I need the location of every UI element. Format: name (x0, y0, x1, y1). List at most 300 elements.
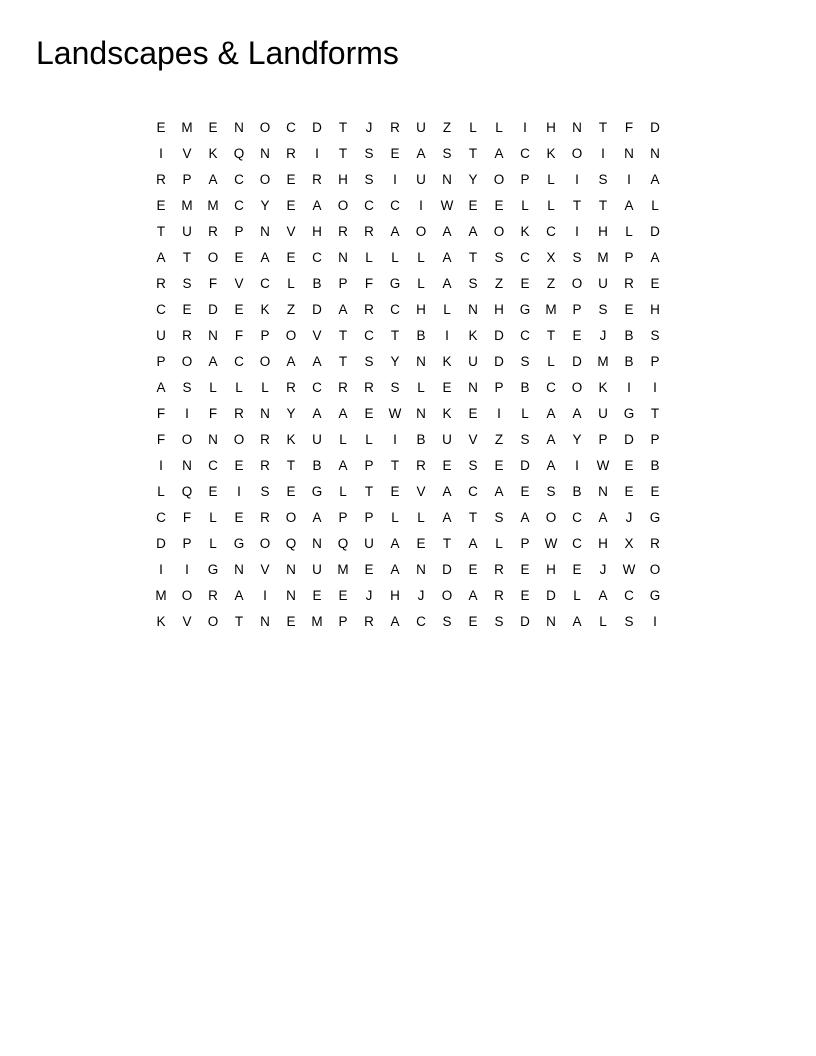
grid-letter: A (468, 588, 478, 603)
grid-letter: E (208, 120, 218, 135)
grid-letter: E (286, 484, 296, 499)
grid-letter: N (260, 224, 270, 239)
grid-letter: E (416, 536, 426, 551)
grid-letter: O (181, 588, 193, 603)
grid-letter: U (156, 328, 166, 343)
grid-letter: E (520, 562, 530, 577)
grid-letter: M (155, 588, 167, 603)
grid-letter: E (156, 120, 166, 135)
grid-letter: T (338, 146, 348, 161)
grid-letter: E (390, 146, 400, 161)
grid-letter: F (234, 328, 244, 343)
grid-letter: E (234, 458, 244, 473)
grid-letter: N (338, 250, 348, 265)
grid-letter: S (520, 432, 530, 447)
grid-letter: H (494, 302, 504, 317)
grid-letter: D (650, 120, 660, 135)
grid-letter: I (575, 172, 579, 187)
grid-letter: O (285, 510, 297, 525)
grid-letter: O (181, 432, 193, 447)
grid-letter: L (339, 432, 347, 447)
grid-letter: A (546, 458, 556, 473)
grid-letter: Y (260, 198, 270, 213)
grid-letter: O (285, 328, 297, 343)
grid-letter: U (416, 120, 426, 135)
grid-letter: I (627, 172, 631, 187)
grid-letter: A (390, 536, 400, 551)
grid-letter: S (442, 614, 452, 629)
grid-letter: C (468, 484, 478, 499)
grid-letter: R (364, 380, 374, 395)
grid-letter: S (520, 354, 530, 369)
grid-letter: G (623, 406, 635, 421)
grid-letter: A (494, 146, 504, 161)
grid-letter: N (260, 614, 270, 629)
grid-letter: L (599, 614, 607, 629)
grid-letter: O (571, 276, 583, 291)
grid-letter: L (547, 172, 555, 187)
grid-letter: I (159, 562, 163, 577)
grid-letter: K (442, 354, 452, 369)
grid-letter: A (286, 354, 296, 369)
grid-letter: N (312, 536, 322, 551)
grid-letter: P (624, 250, 634, 265)
grid-letter: R (494, 588, 504, 603)
grid-letter: W (596, 458, 610, 473)
grid-letter: C (156, 302, 166, 317)
grid-letter: T (598, 198, 608, 213)
grid-letter: L (417, 380, 425, 395)
grid-letter: O (233, 432, 245, 447)
grid-letter: Y (468, 172, 478, 187)
grid-letter: P (520, 536, 530, 551)
grid-letter: T (390, 328, 400, 343)
grid-letter: I (393, 172, 397, 187)
grid-letter: G (519, 302, 531, 317)
grid-letter: E (286, 198, 296, 213)
grid-letter: D (520, 458, 530, 473)
grid-letter: I (523, 120, 527, 135)
grid-letter: A (624, 198, 634, 213)
grid-letter: P (338, 276, 348, 291)
grid-letter: K (520, 224, 530, 239)
grid-letter: M (597, 250, 609, 265)
grid-letter: E (286, 172, 296, 187)
grid-letter: H (546, 562, 556, 577)
grid-letter: T (468, 146, 478, 161)
grid-letter: K (468, 328, 478, 343)
grid-letter: T (468, 250, 478, 265)
grid-letter: Y (572, 432, 582, 447)
grid-letter: E (468, 614, 478, 629)
grid-letter: A (338, 406, 348, 421)
grid-letter: E (234, 250, 244, 265)
grid-letter: F (208, 276, 218, 291)
grid-letter: S (468, 458, 478, 473)
grid-letter: K (546, 146, 556, 161)
grid-letter: L (521, 406, 529, 421)
grid-letter: E (650, 484, 660, 499)
grid-letter: Q (337, 536, 349, 551)
grid-letter: T (364, 484, 374, 499)
grid-letter: S (494, 510, 504, 525)
grid-letter: B (520, 380, 530, 395)
grid-letter: C (416, 614, 426, 629)
grid-letter: G (389, 276, 401, 291)
grid-letter: L (287, 276, 295, 291)
grid-letter: L (547, 198, 555, 213)
grid-letter: E (442, 458, 452, 473)
grid-letter: A (390, 562, 400, 577)
grid-letter: E (312, 588, 322, 603)
grid-letter: N (546, 614, 556, 629)
grid-letter: L (417, 276, 425, 291)
grid-letter: V (260, 562, 270, 577)
grid-letter: R (182, 328, 192, 343)
grid-letter: A (338, 302, 348, 317)
grid-letter: H (650, 302, 660, 317)
grid-letter: A (208, 172, 218, 187)
grid-letter: V (182, 614, 192, 629)
grid-letter: T (598, 120, 608, 135)
grid-letter: Z (442, 120, 452, 135)
grid-letter: E (468, 198, 478, 213)
grid-letter: C (234, 198, 244, 213)
grid-letter: L (365, 432, 373, 447)
grid-letter: L (443, 302, 451, 317)
grid-letter: S (364, 354, 374, 369)
grid-letter: T (572, 198, 582, 213)
grid-letter: H (390, 588, 400, 603)
grid-letter: U (312, 562, 322, 577)
grid-letter: D (442, 562, 452, 577)
grid-letter: F (208, 406, 218, 421)
grid-letter: P (182, 172, 192, 187)
grid-letter: C (234, 172, 244, 187)
grid-letter: A (338, 458, 348, 473)
grid-letter: T (338, 354, 348, 369)
grid-letter: O (493, 224, 505, 239)
grid-letter: E (520, 484, 530, 499)
grid-letter: K (260, 302, 270, 317)
grid-letter: Z (494, 432, 504, 447)
grid-letter: B (312, 458, 322, 473)
grid-letter: C (520, 250, 530, 265)
grid-letter: R (260, 432, 270, 447)
grid-letter: F (182, 510, 192, 525)
grid-letter: R (312, 172, 322, 187)
grid-letter: J (417, 588, 425, 603)
grid-letter: R (338, 224, 348, 239)
grid-letter: O (493, 172, 505, 187)
grid-letter: C (312, 250, 322, 265)
grid-letter: P (650, 432, 660, 447)
grid-letter: P (364, 510, 374, 525)
grid-letter: A (442, 224, 452, 239)
grid-letter: L (209, 380, 217, 395)
grid-letter: U (182, 224, 192, 239)
grid-letter: I (315, 146, 319, 161)
grid-letter: M (207, 198, 219, 213)
grid-letter: B (312, 276, 322, 291)
grid-letter: N (416, 406, 426, 421)
grid-letter: T (156, 224, 166, 239)
grid-letter: P (234, 224, 244, 239)
grid-letter: L (547, 354, 555, 369)
grid-letter: F (156, 406, 166, 421)
grid-letter: N (624, 146, 634, 161)
grid-letter: I (627, 380, 631, 395)
grid-letter: B (624, 354, 634, 369)
grid-letter: S (260, 484, 270, 499)
grid-letter: D (520, 614, 530, 629)
grid-letter: A (494, 484, 504, 499)
grid-letter: R (338, 380, 348, 395)
grid-letter: E (156, 198, 166, 213)
grid-letter: Q (233, 146, 245, 161)
grid-letter: A (312, 354, 322, 369)
grid-letter: D (156, 536, 166, 551)
grid-letter: E (286, 614, 296, 629)
grid-letter: L (339, 484, 347, 499)
grid-letter: A (442, 250, 452, 265)
grid-letter: Z (546, 276, 556, 291)
grid-letter: C (260, 276, 270, 291)
grid-letter: E (572, 328, 582, 343)
grid-letter: S (624, 614, 634, 629)
grid-letter: G (311, 484, 323, 499)
grid-letter: E (182, 302, 192, 317)
grid-letter: A (546, 406, 556, 421)
grid-letter: O (259, 354, 271, 369)
grid-letter: O (571, 380, 583, 395)
grid-letter: H (338, 172, 348, 187)
grid-letter: O (207, 250, 219, 265)
grid-letter: P (494, 380, 504, 395)
grid-letter: S (546, 484, 556, 499)
grid-letter: I (159, 146, 163, 161)
grid-letter: X (624, 536, 634, 551)
grid-letter: E (286, 250, 296, 265)
grid-letter: N (468, 380, 478, 395)
grid-letter: U (468, 354, 478, 369)
grid-letter: L (625, 224, 633, 239)
grid-letter: O (545, 510, 557, 525)
grid-letter: N (650, 146, 660, 161)
grid-letter: W (544, 536, 558, 551)
grid-letter: K (598, 380, 608, 395)
grid-letter: I (653, 380, 657, 395)
grid-letter: B (650, 458, 660, 473)
grid-letter: E (234, 510, 244, 525)
grid-letter: N (468, 302, 478, 317)
grid-letter: A (442, 276, 452, 291)
grid-letter: N (572, 120, 582, 135)
grid-letter: R (234, 406, 244, 421)
grid-letter: C (520, 328, 530, 343)
grid-letter: D (494, 354, 504, 369)
grid-letter: L (417, 510, 425, 525)
grid-letter: P (338, 614, 348, 629)
grid-letter: I (575, 458, 579, 473)
grid-letter: L (391, 510, 399, 525)
grid-letter: C (520, 146, 530, 161)
grid-letter: E (520, 276, 530, 291)
grid-letter: U (416, 172, 426, 187)
grid-letter: N (208, 432, 218, 447)
grid-letter: S (442, 146, 452, 161)
grid-letter: P (520, 172, 530, 187)
grid-letter: A (468, 536, 478, 551)
grid-letter: A (598, 588, 608, 603)
grid-letter: A (442, 510, 452, 525)
grid-letter: R (390, 120, 400, 135)
grid-letter: R (364, 224, 374, 239)
grid-letter: A (572, 614, 582, 629)
grid-letter: E (624, 458, 634, 473)
grid-letter: L (209, 536, 217, 551)
grid-letter: M (337, 562, 349, 577)
grid-letter: P (650, 354, 660, 369)
grid-letter: R (364, 614, 374, 629)
grid-letter: C (546, 224, 556, 239)
grid-letter: T (338, 120, 348, 135)
grid-letter: E (468, 406, 478, 421)
grid-letter: S (390, 380, 400, 395)
grid-letter: O (259, 120, 271, 135)
grid-letter: A (312, 510, 322, 525)
grid-letter: N (234, 562, 244, 577)
grid-letter: N (442, 172, 452, 187)
grid-letter: A (650, 172, 660, 187)
grid-letter: S (182, 276, 192, 291)
grid-letter: A (546, 432, 556, 447)
grid-letter: A (234, 588, 244, 603)
grid-letter: C (208, 458, 218, 473)
grid-letter: C (234, 354, 244, 369)
grid-letter: M (181, 120, 193, 135)
grid-letter: X (546, 250, 556, 265)
grid-letter: O (259, 172, 271, 187)
grid-letter: A (156, 250, 166, 265)
grid-letter: O (259, 536, 271, 551)
grid-letter: B (416, 432, 426, 447)
grid-letter: E (364, 406, 374, 421)
grid-letter: G (649, 588, 661, 603)
grid-letter: L (417, 250, 425, 265)
grid-letter: B (624, 328, 634, 343)
grid-letter: N (260, 146, 270, 161)
grid-letter: I (393, 432, 397, 447)
grid-letter: L (235, 380, 243, 395)
grid-letter: P (364, 458, 374, 473)
grid-letter: S (650, 328, 660, 343)
grid-letter: E (624, 484, 634, 499)
grid-letter: R (156, 276, 166, 291)
grid-letter: A (572, 406, 582, 421)
grid-letter: L (521, 198, 529, 213)
grid-letter: N (598, 484, 608, 499)
grid-letter: L (209, 510, 217, 525)
grid-letter: V (182, 146, 192, 161)
grid-letter: R (416, 458, 426, 473)
grid-letter: A (312, 198, 322, 213)
grid-letter: B (572, 484, 582, 499)
grid-letter: P (156, 354, 166, 369)
grid-letter: N (286, 588, 296, 603)
grid-letter: J (365, 588, 373, 603)
grid-letter: A (208, 354, 218, 369)
grid-letter: V (286, 224, 296, 239)
grid-letter: N (416, 354, 426, 369)
grid-letter: N (286, 562, 296, 577)
grid-letter: H (598, 224, 608, 239)
grid-letter: A (390, 614, 400, 629)
grid-letter: C (156, 510, 166, 525)
grid-letter: J (625, 510, 633, 525)
grid-letter: L (573, 588, 581, 603)
grid-letter: A (416, 146, 426, 161)
grid-letter: O (207, 614, 219, 629)
grid-letter: E (234, 302, 244, 317)
grid-letter: A (520, 510, 530, 525)
grid-letter: J (599, 328, 607, 343)
grid-letter: M (311, 614, 323, 629)
grid-letter: A (390, 224, 400, 239)
grid-letter: F (624, 120, 634, 135)
grid-letter: E (468, 562, 478, 577)
grid-letter: D (312, 120, 322, 135)
grid-letter: T (390, 458, 400, 473)
grid-letter: S (598, 172, 608, 187)
grid-letter: I (419, 198, 423, 213)
grid-letter: C (572, 510, 582, 525)
grid-letter: D (208, 302, 218, 317)
grid-letter: G (649, 510, 661, 525)
grid-letter: E (390, 484, 400, 499)
page-title: Landscapes & Landforms (36, 35, 399, 71)
grid-letter: V (468, 432, 478, 447)
grid-letter: N (182, 458, 192, 473)
grid-letter: R (208, 588, 218, 603)
grid-letter: H (546, 120, 556, 135)
grid-letter: E (208, 484, 218, 499)
grid-letter: D (624, 432, 634, 447)
grid-letter: A (442, 484, 452, 499)
grid-letter: R (364, 302, 374, 317)
grid-letter: T (338, 328, 348, 343)
grid-letter: S (468, 276, 478, 291)
grid-letter: M (181, 198, 193, 213)
grid-letter: C (390, 198, 400, 213)
grid-letter: L (391, 250, 399, 265)
grid-letter: Y (390, 354, 400, 369)
grid-letter: U (364, 536, 374, 551)
grid-letter: S (182, 380, 192, 395)
grid-letter: O (441, 588, 453, 603)
grid-letter: C (390, 302, 400, 317)
grid-letter: C (286, 120, 296, 135)
grid-letter: L (495, 120, 503, 135)
grid-letter: I (497, 406, 501, 421)
grid-letter: A (650, 250, 660, 265)
grid-letter: A (312, 406, 322, 421)
grid-letter: R (286, 380, 296, 395)
grid-letter: N (208, 328, 218, 343)
grid-letter: U (598, 406, 608, 421)
grid-letter: U (442, 432, 452, 447)
grid-letter: K (156, 614, 166, 629)
